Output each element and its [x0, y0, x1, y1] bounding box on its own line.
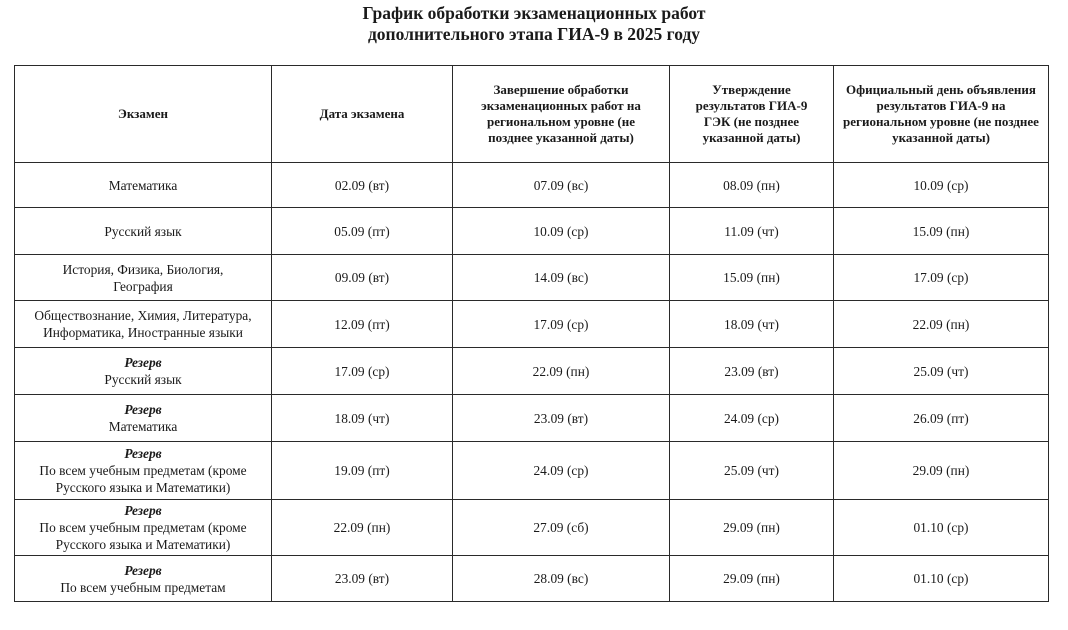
reserve-label: Резерв — [124, 355, 162, 370]
exam-date-cell: 17.09 (ср) — [272, 348, 453, 395]
header-approval: Утверждение результатов ГИА-9 ГЭК (не позднее указанной даты) — [670, 66, 834, 163]
exam-name: Математика — [108, 177, 178, 193]
header-exam-date: Дата экзамена — [272, 66, 453, 163]
processing-date-cell: 17.09 (ср) — [453, 301, 670, 348]
announcement-date-cell: 17.09 (ср) — [834, 255, 1049, 301]
announcement-date-cell: 15.09 (пн) — [834, 208, 1049, 255]
announcement-date-cell: 01.10 (ср) — [834, 556, 1049, 602]
exam-name: По всем учебным предметам (кроме Русского языка и Математики) — [39, 463, 247, 495]
announcement-date-cell: 26.09 (пт) — [834, 395, 1049, 442]
exam-date-cell: 22.09 (пн) — [272, 500, 453, 556]
table-row — [15, 301, 1049, 348]
title-line-1: График обработки экзаменационных работ — [362, 3, 706, 23]
exam-cell — [15, 301, 272, 348]
approval-date-cell: 15.09 (пн) — [670, 255, 834, 301]
exam-name: История, Физика, Биология, География — [62, 261, 224, 294]
exam-date-cell: 23.09 (вт) — [272, 556, 453, 602]
processing-date-cell: 23.09 (вт) — [453, 395, 670, 442]
processing-date-cell: 14.09 (вс) — [453, 255, 670, 301]
exam-date-cell: 02.09 (вт) — [272, 163, 453, 208]
exam-date-cell: 09.09 (вт) — [272, 255, 453, 301]
processing-date-cell: 28.09 (вс) — [453, 556, 670, 602]
table-row — [15, 556, 1049, 602]
processing-date-cell: 10.09 (ср) — [453, 208, 670, 255]
approval-date-cell: 24.09 (ср) — [670, 395, 834, 442]
header-exam: Экзамен — [15, 66, 272, 163]
table-row — [15, 395, 1049, 442]
reserve-label: Резерв — [124, 562, 162, 578]
exam-name: Русский язык — [104, 223, 182, 239]
exam-cell — [15, 556, 272, 602]
schedule-table — [14, 65, 1049, 602]
announcement-date-cell: 10.09 (ср) — [834, 163, 1049, 208]
exam-name: Обществознание, Химия, Литература, Информатика, Иностранные языки — [34, 308, 252, 340]
approval-date-cell: 29.09 (пн) — [670, 500, 834, 556]
table-row — [15, 255, 1049, 301]
reserve-label: Резерв — [124, 446, 162, 461]
exam-name: Русский язык — [104, 372, 182, 387]
announcement-date-cell: 29.09 (пн) — [834, 442, 1049, 500]
header-announcement: Официальный день объявления результатов ГИА-9 на региональном уровне (не позднее указанной даты) — [834, 66, 1049, 163]
table-row — [15, 208, 1049, 255]
reserve-label: Резерв — [124, 402, 162, 417]
announcement-date-cell: 22.09 (пн) — [834, 301, 1049, 348]
approval-date-cell: 23.09 (вт) — [670, 348, 834, 395]
exam-date-cell: 12.09 (пт) — [272, 301, 453, 348]
title-line-2: дополнительного этапа ГИА-9 в 2025 году — [367, 24, 701, 44]
exam-name: Математика — [108, 419, 178, 434]
exam-name: По всем учебным предметам (кроме Русского языка и Математики) — [39, 520, 247, 552]
exam-cell — [15, 348, 272, 395]
processing-date-cell: 22.09 (пн) — [453, 348, 670, 395]
exam-cell — [15, 442, 272, 500]
exam-name: По всем учебным предметам — [60, 579, 226, 595]
exam-date-cell: 05.09 (пт) — [272, 208, 453, 255]
approval-date-cell: 08.09 (пн) — [670, 163, 834, 208]
table-row — [15, 442, 1049, 500]
announcement-date-cell: 25.09 (чт) — [834, 348, 1049, 395]
approval-date-cell: 11.09 (чт) — [670, 208, 834, 255]
exam-cell — [15, 395, 272, 442]
exam-cell — [15, 163, 272, 208]
processing-date-cell: 24.09 (ср) — [453, 442, 670, 500]
exam-cell — [15, 208, 272, 255]
exam-cell — [15, 500, 272, 556]
approval-date-cell: 25.09 (чт) — [670, 442, 834, 500]
exam-cell — [15, 255, 272, 301]
exam-date-cell: 18.09 (чт) — [272, 395, 453, 442]
approval-date-cell: 18.09 (чт) — [670, 301, 834, 348]
announcement-date-cell: 01.10 (ср) — [834, 500, 1049, 556]
header-row — [15, 66, 1049, 163]
document-title — [0, 3, 1068, 45]
processing-date-cell: 27.09 (сб) — [453, 500, 670, 556]
exam-date-cell: 19.09 (пт) — [272, 442, 453, 500]
header-processing: Завершение обработки экзаменационных работ на региональном уровне (не позднее указанной даты) — [453, 66, 670, 163]
table-row — [15, 163, 1049, 208]
table-row — [15, 348, 1049, 395]
approval-date-cell: 29.09 (пн) — [670, 556, 834, 602]
table-row — [15, 500, 1049, 556]
reserve-label: Резерв — [124, 503, 162, 518]
processing-date-cell: 07.09 (вс) — [453, 163, 670, 208]
